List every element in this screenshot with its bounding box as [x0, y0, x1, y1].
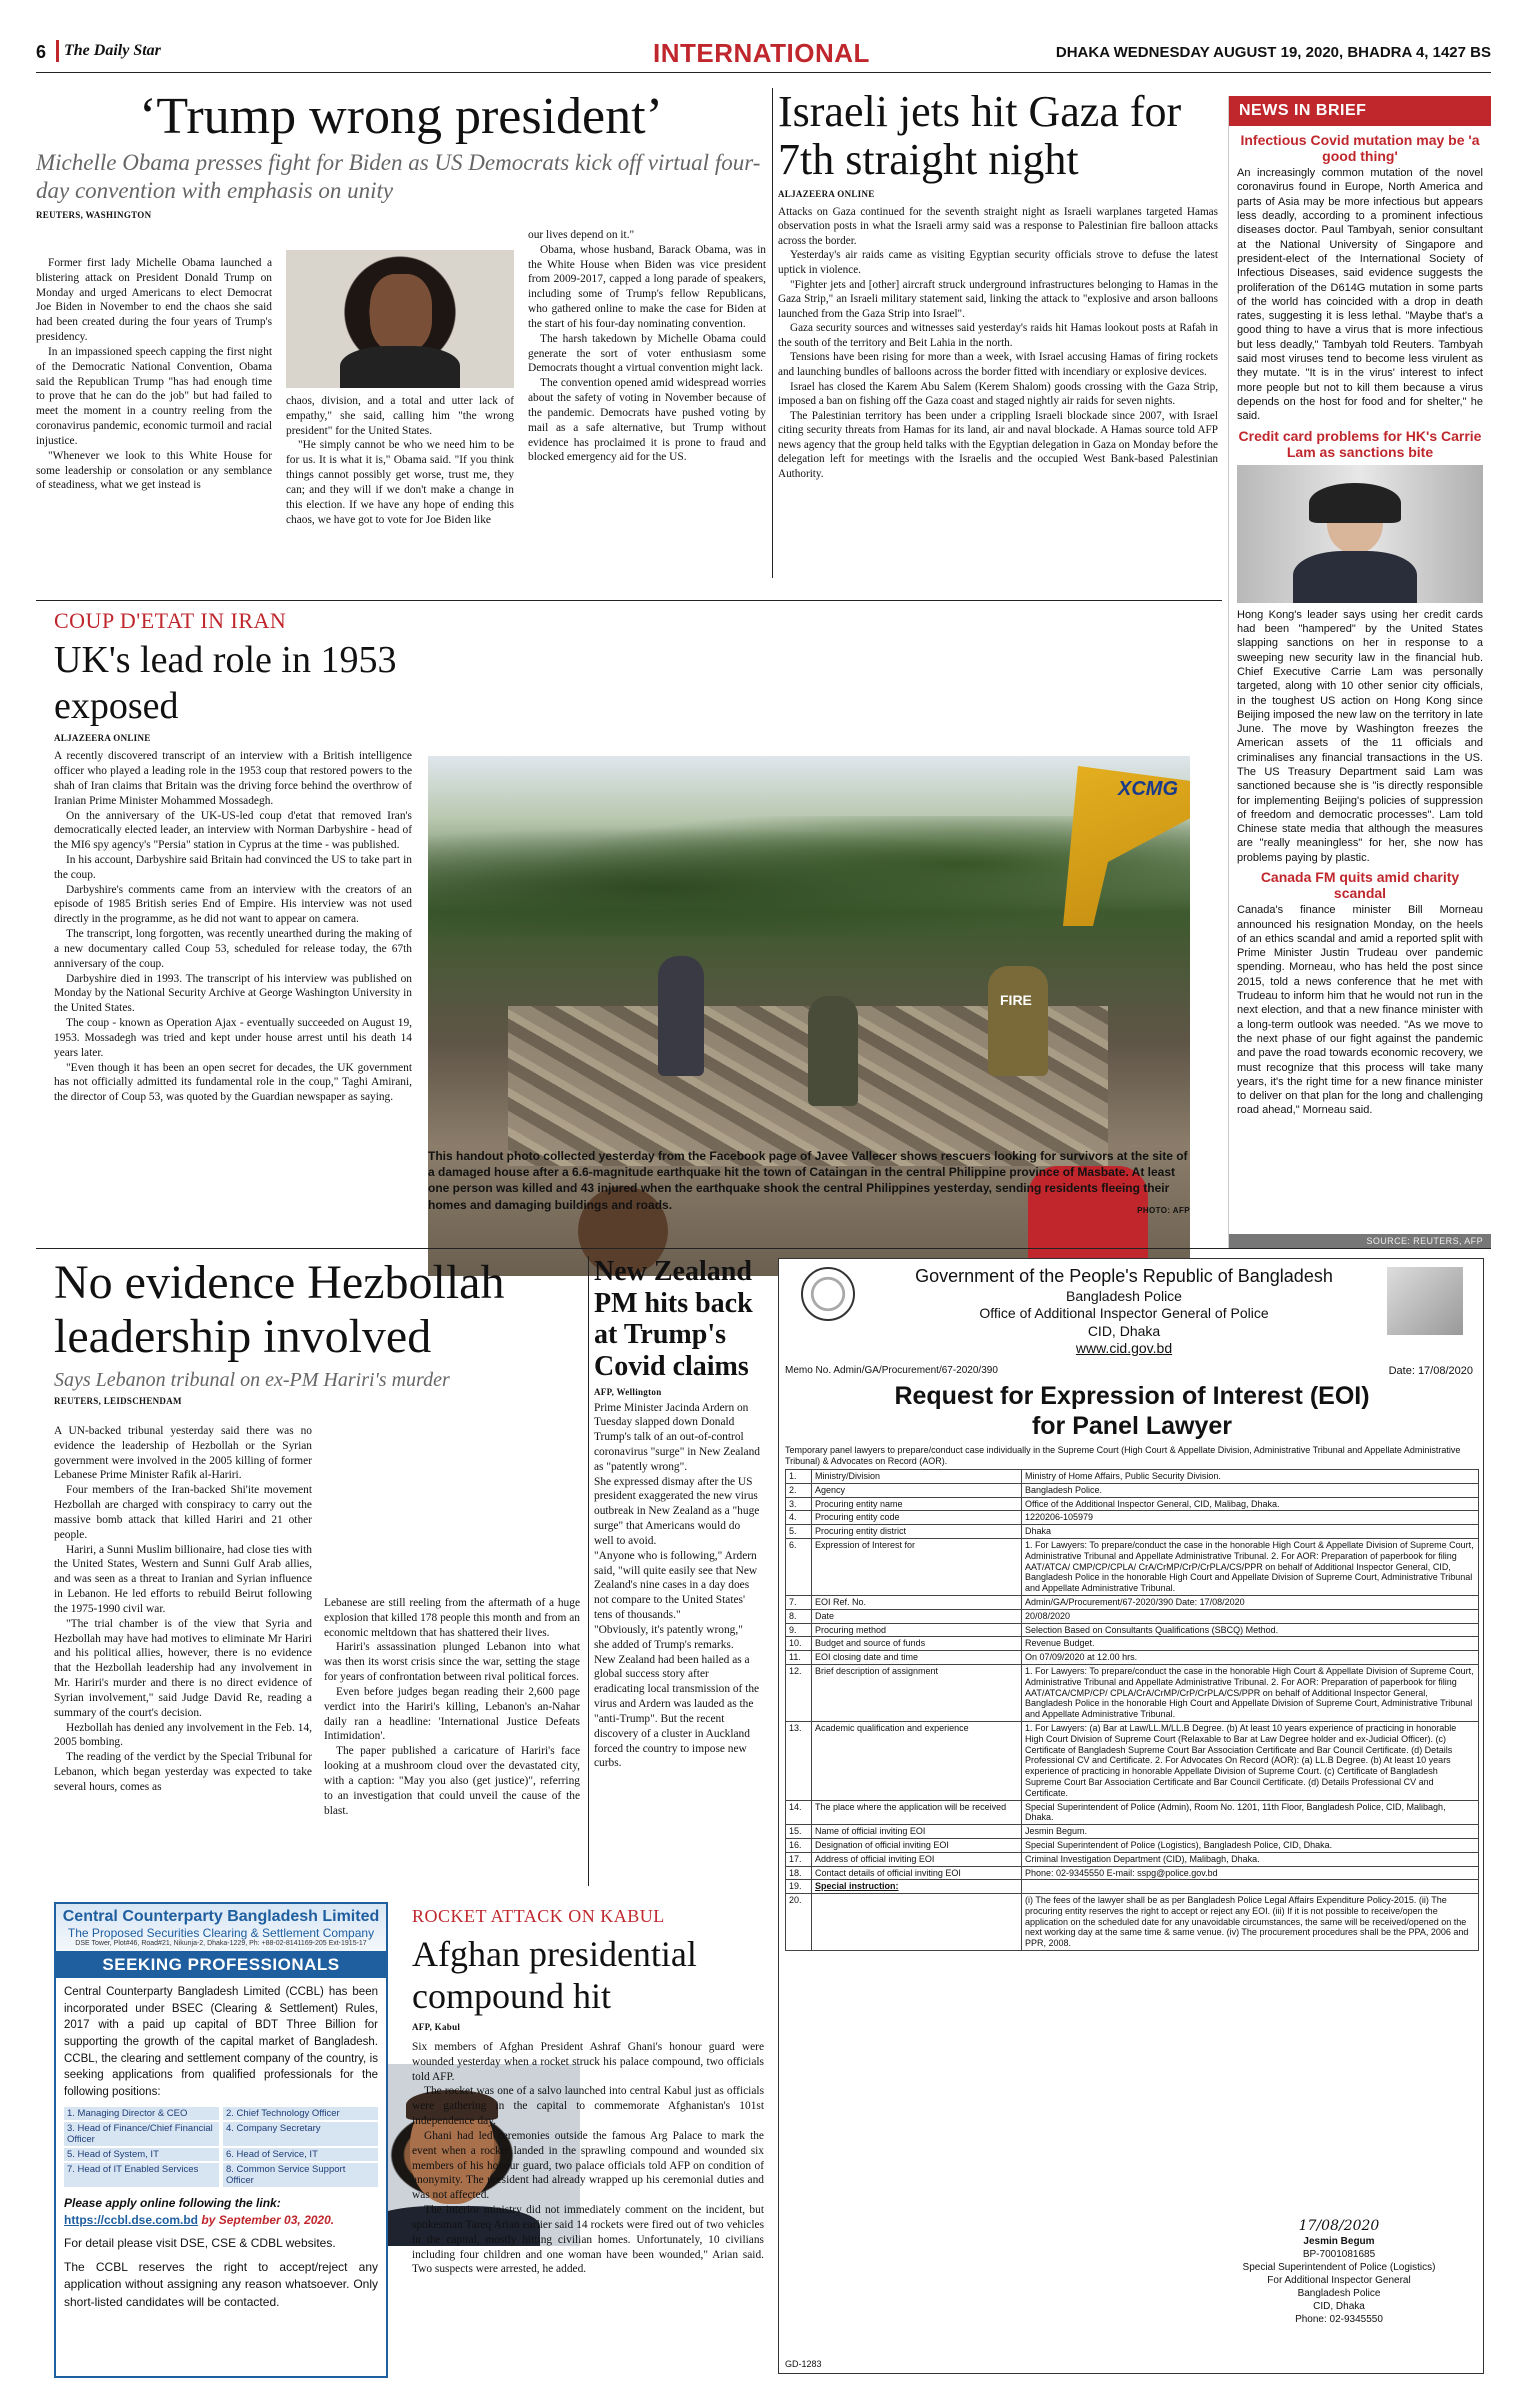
photo-caption: This handout photo collected yesterday from the Facebook page of Javee Vallecer shows rescuers looking for survivors at the site of a damaged house after a 6.6-magnitude earthquake hit the town of Cataingan in the central Philippine province of Masbate. At least one person was killed and 43 injured when the earthquake shook the central Philippines yesterday, sending residents fleeing their homes and damaging buildings and roads. — [428, 1149, 1188, 1212]
eoi-table — [785, 1469, 1479, 1951]
eoi-row — [786, 1497, 1479, 1511]
portrait-jacket — [1293, 551, 1417, 603]
col-rule — [772, 88, 773, 578]
eoi-gd: GD-1283 — [785, 2359, 822, 2369]
brief-title: NEWS IN BRIEF — [1229, 96, 1491, 126]
eoi-row-number: 18. — [786, 1866, 812, 1880]
brief-source: SOURCE: REUTERS, AFP — [1229, 1234, 1491, 1248]
brief-text-1: An increasingly common mutation of the novel coronavirus found in Europe, North America and parts of Asia may be more infectious but appears less deadly, according to a prominent infectious diseases doctor. Paul Tambyah, senior consultant at the National University of Singapore and president-elect of the International Society of Infectious Diseases, said evidence suggests the proliferation of the D614G mutation in some parts of the world has coincided with a drop in death rates, suggesting it is less lethal. "Maybe that's a good thing to have a virus that is more infectious but less deadly," Tambyah told Reuters. Tambyah said most viruses tend to become less virulent as they mutate. "It is in the virus' interest to infect more people but not to kill them because a virus depends on the host for food and for shelter," he said. — [1237, 167, 1483, 423]
eoi-row-value: Revenue Budget. — [1022, 1637, 1479, 1651]
signer-location: CID, Dhaka — [1313, 2301, 1365, 2313]
eoi-row-value: Admin/GA/Procurement/67-2020/390 Date: 17/08/2020 — [1022, 1595, 1479, 1609]
eoi-row — [786, 1838, 1479, 1852]
eoi-row-label: Academic qualification and experience — [812, 1721, 1022, 1800]
ccbl-deadline: by September 03, 2020. — [201, 2213, 335, 2228]
masthead — [36, 38, 1491, 68]
paper-logo: The Daily Star — [64, 42, 161, 59]
eoi-web: www.cid.gov.bd — [1075, 1340, 1173, 1356]
eoi-row-number: 15. — [786, 1825, 812, 1839]
eoi-row-label: Ministry/Division — [812, 1470, 1022, 1484]
eoi-row-value: Office of the Additional Inspector General, CID, Malibag, Dhaka. — [1022, 1497, 1479, 1511]
carrie-lam-photo — [1237, 465, 1483, 603]
eoi-row-value: Jesmin Begum. — [1022, 1825, 1479, 1839]
portrait-hair — [1309, 483, 1401, 523]
hezbollah-headline: No evidence Hezbollah leadership involved — [54, 1256, 505, 1363]
section-rule-2 — [36, 1248, 1491, 1249]
trump-headline: ‘Trump wrong president’ — [139, 88, 663, 145]
hezbollah-story — [54, 1256, 594, 1406]
brief-headline-1: Infectious Covid mutation may be 'a good thing' — [1240, 132, 1480, 165]
eoi-row-label: Special instruction: — [812, 1880, 1022, 1894]
hezbollah-body-col2: Lebanese are still reeling from the aftermath of a huge explosion that killed 178 people this month and from an economic meltdown that has shattered their lives. Hariri's assassination plunged Lebanon into what was then its worst crisis since the war, setting the stage for years of confrontation between rival political forces. Even before judges began reading their 2,600 page verdict into the Hariri's killing, Lebanon's an-Nahar daily ran a headline: 'International Justice Defeats Intimidation'. The paper published a caricature of Hariri's face looking at a mushroom cloud over the devastated city, with a caption: "May you also (get justice)", referring to an investigation that could unveil the cause of the blast. — [324, 1597, 580, 1817]
ccbl-intro: Central Counterparty Bangladesh Limited (CCBL) has been incorporated under BSEC (Clearing & Settlement) Rules, 2017 with a paid up capital of BDT Three Billion for supporting the growth of the capital market of Bangladesh. CCBL, the clearing and settlement company of the country, is seeking applications from qualified professionals for the following positions: — [64, 1986, 378, 2099]
iran-body: A recently discovered transcript of an interview with a British intelligence officer who played a leading role in the 1953 coup that restored powers to the shah of Iran claims that Britain was the driving force behind the overthrow of Iranian Prime Minister Mohammed Mossadegh. On the anniversary of the UK-US-led coup d'etat that removed Iran's democratically elected leader, an interview with Norman Darbyshire - head of the MI6 spy agency's "Persia" station in Cyprus at the time - was published. In his account, Darbyshire said Britain had convinced the US to take part in the coup. Darbyshire's comments came from an interview with the creators of an episode of 1985 British series End of Empire. His interview was not used directly in the programme, as he did not want to appear on camera. The transcript, long forgotten, was recently unearthed during the making of a new documentary called Coup 53, scheduled for release today, the 67th anniversary of the coup. Darbyshire died in 1993. The transcript of his interview was published on Monday by the National Security Archive at George Washington University in the United States. The coup - known as Operation Ajax - eventually succeeded on August 19, 1953. Mossadegh was tried and kept under house arrest until his death 14 years later. "Even though it has been an open secret for decades, the UK government has not officially admitted its fundamental role in the coup," Taghi Amirani, the director of Coup 53, was quoted by the Guardian newspaper as saying. — [54, 750, 412, 1104]
kabul-story — [412, 1906, 764, 2380]
gaza-body: Attacks on Gaza continued for the seventh straight night as Israeli warplanes targeted Hamas observation posts in what the Israeli army said was a response to Palestinian fire balloon attacks across the border. Yesterday's air raids came as visiting Egyptian security officials strove to defuse the latest uptick in violence. "Fighter jets and [other] aircraft struck underground infrastructures belonging to Hamas in the Gaza Strip," an Israeli military statement said, linking the attack to "explosive and arson balloons launched from the Gaza Strip into Israel". Gaza security sources and witnesses said yesterday's raids hit Hamas lookout posts at Rafah in the south of the territory and Beit Lahia in the north. Tensions have been rising for more than a week, with Israel accusing Hamas of firing rockets and launching bundles of balloons across the border fitted with incendiary or explosive devices. Israel has closed the Karem Abu Salem (Kerem Shalom) goods crossing with the Gaza Strip, imposed a ban on fishing off the Gaza coast and staged nightly air raids for seven nights. The Palestinian territory has been under a crippling Israeli blockade since 2007, with Israel citing security threats from Hamas for its land, air and naval blockade. A Hamas source told AFP news agency that the group held talks with the Egyptian delegation in Gaza on Monday before the delegation left for meetings with the Israelis and the occupied West Bank-based Palestinian Authority. — [778, 205, 1218, 480]
eoi-row-label: EOI closing date and time — [812, 1651, 1022, 1665]
ccbl-reserve: The CCBL reserves the right to accept/reject any application without assigning any reason whatsoever. Only short-listed candidates will be contacted. — [64, 2259, 378, 2309]
signer-phone: Phone: 02-9345550 — [1295, 2314, 1383, 2326]
brief-headline-2: Credit card problems for HK's Carrie Lam as sanctions bite — [1238, 427, 1482, 460]
page-divider — [56, 40, 59, 62]
nz-byline: AFP, Wellington — [594, 1386, 662, 1397]
eoi-row-value: 1. For Lawyers: To prepare/conduct the case in the honorable High Court & Appellate Division of Supreme Court, Administrative Tribunal and Appellate Administrative Tribunal. 2. For AOR: Preparation of paperbook for filing AAT/ATCA/CMP/CP/ CPLA/CrA/CrMP/CrP/CrPLA/CS/PPR on behalf of Additional Inspector General, Bangladesh Police in the honorable High Court and Appellate Division of Supreme Court, Administrative Tribunal and Appellate Administrative Tribunal. — [1022, 1664, 1479, 1721]
eoi-row-number: 7. — [786, 1595, 812, 1609]
eoi-gov: Government of the People's Republic of Bangladesh — [915, 1266, 1333, 1286]
eoi-row-number: 9. — [786, 1623, 812, 1637]
eoi-row-number: 6. — [786, 1538, 812, 1595]
eoi-row-value: 1. For Lawyers: (a) Bar at Law/LL.M/LL.B Degree. (b) At least 10 years experience of practicing in honorable High Court Division of Supreme Court (Relaxable to Bar at Law Degree holder and ex-Judicial Officer). (c) Certificate of Bangladesh Supreme Court Bar Association Certificate and Bar Council Certificate. (d) Details Professional CV and Certificate. 2. For Advocates On Record (AOR): (a) LL.B Degree. (b) At least 10 years experience of practicing in honorable Appellate Division of Supreme Court. (c) Certificate of Bangladesh Supreme Court Bar Association Certificate and Bar Council Certificate. (d) Details Professional CV and Certificate. — [1022, 1721, 1479, 1800]
trump-body-col3: our lives depend on it." Obama, whose husband, Barack Obama, was in the White House when Biden was vice president from 2009-2017, capped a long parade of speakers, including some of Trump's fellow Republicans, who gathered online to make the case for Biden at the start of his four-day nominating convention. The harsh takedown by Michelle Obama could generate the sort of voter enthusiasm some Democrats thought a virtual convention might lack. The convention opened amid widespread worries about the safety of voting in November because of the pandemic. Democrats have pushed voting by mail as a safe alternative, but Trump without evidence has proclaimed it is prone to fraud and blocked emergency aid for the US. — [528, 229, 766, 464]
eoi-row-number: 19. — [786, 1880, 812, 1894]
iran-kicker: COUP D'ETAT IN IRAN — [54, 608, 287, 633]
signer-name: Jesmin Begum — [1303, 2236, 1375, 2248]
eoi-row-label: The place where the application will be received — [812, 1800, 1022, 1825]
hezbollah-body-col1: A UN-backed tribunal yesterday said there was no evidence the leadership of Hezbollah or the Syrian government were involved in the 2005 killing of former Lebanese Prime Minister Rafik al-Hariri. Four members of the Iran-backed Shi'ite movement Hezbollah are charged with conspiracy to carry out the massive bomb attack that killed Hariri and 21 other people. Hariri, a Sunni Muslim billionaire, had close ties with the United States, Western and Sunni Gulf Arab allies, and was seen as a threat to Iranian and Syrian influence in Lebanon. He led efforts to rebuild Beirut following the 1975-1990 civil war. "The trial chamber is of the view that Syria and Hezbollah may have had motives to eliminate Mr Hariri and his political allies, however, there is no evidence that the Hezbollah leadership had any involvement in Mr. Hariri's murder and there is no direct evidence of Syrian involvement," said Judge David Re, reading a summary of the court's decision. Hezbollah has denied any involvement in the Feb. 14, 2005 bombing. The reading of the verdict by the Special Tribunal for Lebanon, which began yesterday was expected to take several hours, comes as — [54, 1425, 312, 1793]
signature: 17/08/2020 — [1298, 2218, 1380, 2234]
ccbl-link[interactable]: https://ccbl.dse.com.bd — [64, 2213, 199, 2228]
eoi-row-label: Address of official inviting EOI — [812, 1852, 1022, 1866]
nz-story — [594, 1256, 760, 1871]
eoi-row-label: Date — [812, 1609, 1022, 1623]
section-title: INTERNATIONAL — [653, 38, 870, 68]
ccbl-header — [56, 1904, 386, 1952]
position-item: 8. Common Service Support Officer — [223, 2163, 378, 2187]
eoi-row-value: 20/08/2020 — [1022, 1609, 1479, 1623]
eoi-row — [786, 1880, 1479, 1894]
eoi-row-label: Procuring method — [812, 1623, 1022, 1637]
eoi-row-label: Procuring entity name — [812, 1497, 1022, 1511]
photo-credit: PHOTO: AFP — [1137, 1206, 1190, 1215]
eoi-row-number: 8. — [786, 1609, 812, 1623]
trump-body-col2: chaos, division, and a total and utter lack of empathy," she said, calling him "the wrong president" for the United States. "He simply cannot be who we need him to be for us. It is what it is," Obama said. "If you think things cannot possibly get worse, trust me, they can; and they will if we don't make a change in this election. If we have any hope of ending this chaos, we have got to vote for Joe Biden like — [286, 395, 514, 526]
eoi-row-label: Name of official inviting EOI — [812, 1825, 1022, 1839]
kabul-body: Six members of Afghan President Ashraf Ghani's honour guard were wounded yesterday when a rocket struck his palace compound, two officials told AFP. The rocket was one of a salvo launched into central Kabul just as officials were gathering in the capital to commemorate Afghanistan's 101st independence day. Ghani had led ceremonies outside the famous Arg Palace to mark the event when a rocket landed in the sprawling compound and wounded six members of his honour guard, two palace officials told AFP on condition of anonymity. The president had already wrapped up his ceremonial duties and was not affected. The interior ministry did not immediately comment on the incident, but spokesman Tareq Arian earlier said 14 rockets were fired out of two vehicles in the capital, mostly hitting civilian homes. Unfortunately, 10 civilians including four children and one woman have been wounded," Arian said. Two suspects were arrested, he added. — [412, 2040, 764, 2276]
col-rule-2 — [588, 1256, 589, 1886]
signer-on-behalf: For Additional Inspector General — [1267, 2275, 1411, 2287]
signer-org: Bangladesh Police — [1297, 2288, 1381, 2300]
eoi-row-value: Dhaka — [1022, 1525, 1479, 1539]
signer-title: Special Superintendent of Police (Logistics) — [1242, 2262, 1436, 2274]
kabul-byline: AFP, Kabul — [412, 2021, 461, 2032]
position-item: 2. Chief Technology Officer — [223, 2107, 378, 2120]
eoi-row-number: 1. — [786, 1470, 812, 1484]
iran-byline: ALJAZEERA ONLINE — [54, 733, 151, 744]
rescuer-2 — [808, 996, 858, 1106]
eoi-row — [786, 1595, 1479, 1609]
trump-story — [36, 88, 766, 220]
trump-body-col1: Former first lady Michelle Obama launched a blistering attack on President Donald Trump on Monday and urged Americans to elect Democrat Joe Biden in November to end the chaos she said had been created during the four years of Trump's presidency. In an impassioned speech capping the first night of the Democratic National Convention, Obama said the Republican Trump "has had enough time to prove that he can do the job" but had failed to meet the moment in a country reeling from the coronavirus pandemic, economic turmoil and racial injustice. "Whenever we look to this White House for some leadership or consolation or any semblance of steadiness, what we get instead is — [36, 257, 272, 492]
eoi-row-label: Procuring entity district — [812, 1525, 1022, 1539]
ccbl-apply: Please apply online following the link: — [64, 2195, 281, 2210]
eoi-row-value: Selection Based on Consultants Qualifications (SBCQ) Method. — [1022, 1623, 1479, 1637]
dateline: DHAKA WEDNESDAY AUGUST 19, 2020, BHADRA 4, 1427 BS — [1055, 44, 1491, 61]
position-item: 1. Managing Director & CEO — [64, 2107, 219, 2120]
eoi-row-value: Criminal Investigation Department (CID), Malibagh, Dhaka. — [1022, 1852, 1479, 1866]
eoi-row-label: Budget and source of funds — [812, 1637, 1022, 1651]
eoi-row — [786, 1894, 1479, 1951]
eoi-row-number: 11. — [786, 1651, 812, 1665]
gaza-headline: Israeli jets hit Gaza for 7th straight night — [778, 87, 1182, 185]
eoi-row-value: Special Superintendent of Police (Logistics), Bangladesh Police, CID, Dhaka. — [1022, 1838, 1479, 1852]
position-item: 7. Head of IT Enabled Services — [64, 2163, 219, 2187]
ccbl-advertisement — [54, 1902, 388, 2378]
eoi-date: Date: 17/08/2020 — [1388, 1365, 1473, 1377]
eoi-row — [786, 1483, 1479, 1497]
nz-body: Prime Minister Jacinda Ardern on Tuesday slapped down Donald Trump's talk of an out-of-control coronavirus "surge" in New Zealand as "patently wrong". She expressed dismay after the US president exaggerated the new virus outbreak in New Zealand as a "huge surge" that Americans would do well to avoid. "Anyone who is following," Ardern said, "will quite easily see that New Zealand's nine cases in a day does not compare to the United States' tens of thousands." "Obviously, it's patently wrong," she added of Trump's remarks. New Zealand had been hailed as a global success story after eradicating local transmission of the virus and Ardern was lauded as the "anti-Trump". But the recent discovery of a cluster in Auckland forced the country to impose new curbs. — [594, 1401, 760, 1770]
eoi-table-wrap — [785, 1469, 1479, 1951]
eoi-row-value: Bangladesh Police. — [1022, 1483, 1479, 1497]
kabul-headline: Afghan presidential compound hit — [412, 1934, 697, 2017]
eoi-row-number: 20. — [786, 1894, 812, 1951]
eoi-row-number: 14. — [786, 1800, 812, 1825]
position-item: 3. Head of Finance/Chief Financial Officer — [64, 2122, 219, 2146]
eoi-row-number: 3. — [786, 1497, 812, 1511]
eoi-row-label: EOI Ref. No. — [812, 1595, 1022, 1609]
eoi-row-value: 1220206-105979 — [1022, 1511, 1479, 1525]
eoi-row-value: 1. For Lawyers: To prepare/conduct the case in the honorable High Court & Appellate Division of Supreme Court, Administrative Tribunal and Appellate Administrative Tribunal. 2. For AOR: Preparation of paperbook for filing AAT/ATCA/ CMP/CP/CPLA/ CrA/CrMP/CrP/CrPLA/CS/PPR on behalf of Additional Inspector General, CID, Bangladesh Police in the honorable High Court and Appellate Division of Supreme Court, Administrative Tribunal and Appellate Administrative Tribunal. — [1022, 1538, 1479, 1595]
page-number: 6 — [36, 42, 47, 62]
eoi-row — [786, 1866, 1479, 1880]
rescuer-3 — [658, 956, 704, 1076]
eoi-row-label: Designation of official inviting EOI — [812, 1838, 1022, 1852]
brief-text-3: Canada's finance minister Bill Morneau announced his resignation Monday, on the heels of an ethics scandal and amid a reported split with Prime Minister Justin Trudeau over pandemic spending. Morneau, who has held the post since 2015, told a news conference that he met with Trudeau to inform him that he would not run in the next election, and that a new finance minister with a long-term outlook was needed. "As we move to the next phase of our fight against the pandemic and pave the road towards economic recovery, we must recognize that this process will take many years, it's the right time for a new finance minister to deliver on that plan for the long and challenging road ahead," Morneau said. — [1237, 904, 1483, 1117]
ccbl-name: Central Counterparty Bangladesh Limited — [62, 1908, 380, 1925]
eoi-row-number: 17. — [786, 1852, 812, 1866]
eoi-signature-block — [1229, 2217, 1449, 2326]
crane-logo: XCMG — [1118, 778, 1178, 800]
eoi-row — [786, 1664, 1479, 1721]
signer-bp: BP-7001081685 — [1302, 2249, 1376, 2261]
eoi-row — [786, 1825, 1479, 1839]
eoi-row-number: 13. — [786, 1721, 812, 1800]
eoi-row-number: 12. — [786, 1664, 812, 1721]
eoi-intro: Temporary panel lawyers to prepare/conduct case individually in the Supreme Court (High Court & Appellate Division, Administrative Tribunal and Appellate Administrative Tribunal) & Advocates on Record (AOR). — [785, 1445, 1461, 1466]
gaza-byline: ALJAZEERA ONLINE — [778, 188, 875, 199]
position-item: 4. Company Secretary — [223, 2122, 378, 2146]
eoi-row-number: 4. — [786, 1511, 812, 1525]
news-in-brief — [1228, 96, 1491, 1248]
eoi-row-value: On 07/09/2020 at 12.00 hrs. — [1022, 1651, 1479, 1665]
eoi-office: Office of Additional Inspector General of Police — [979, 1305, 1269, 1321]
eoi-dept: Bangladesh Police — [1066, 1287, 1182, 1304]
nz-headline: New Zealand PM hits back at Trump's Covid claims — [594, 1256, 753, 1382]
portrait-shoulders — [340, 346, 460, 388]
trump-deck: Michelle Obama presses fight for Biden as US Democrats kick off virtual four-day convention with emphasis on unity — [36, 150, 761, 203]
eoi-row — [786, 1538, 1479, 1595]
eoi-row-value: Special Superintendent of Police (Admin), Room No. 1201, 11th Floor, Bangladesh Police, CID, Malibagh, Dhaka. — [1022, 1800, 1479, 1825]
brief-headline-3: Canada FM quits amid charity scandal — [1260, 869, 1460, 902]
eoi-row-label: Expression of Interest for — [812, 1538, 1022, 1595]
eoi-row — [786, 1721, 1479, 1800]
eoi-row-number: 5. — [786, 1525, 812, 1539]
eoi-title: Request for Expression of Interest (EOI) for Panel Lawyer — [894, 1382, 1370, 1440]
eoi-row — [786, 1511, 1479, 1525]
eoi-row — [786, 1651, 1479, 1665]
portrait-face — [370, 274, 432, 352]
masthead-rule — [36, 72, 1491, 73]
eoi-row-label: Brief description of assignment — [812, 1664, 1022, 1721]
eoi-row-value: Phone: 02-9345550 E-mail: sspg@police.gov.bd — [1022, 1866, 1479, 1880]
fire-vest-label: FIRE — [1000, 992, 1032, 1008]
eoi-row-number: 2. — [786, 1483, 812, 1497]
michelle-obama-photo — [286, 250, 514, 388]
eoi-header — [859, 1265, 1389, 1358]
position-item: 6. Head of Service, IT — [223, 2148, 378, 2161]
rescuer-1 — [988, 966, 1048, 1076]
eoi-row-value: (i) The fees of the lawyer shall be as per Bangladesh Police Legal Affairs Expenditure Policy-2015. (ii) The procuring entity reserves the right to accept or reject any EOI. (iii) If it is not possible to receive/open the application on the scheduled date for any unavoidable circumstances, the same will be received/opened on the next working day at the same time & same venue. (iv) The procurement procedures shall be the PPA, 2006 and PPR, 2008. — [1022, 1894, 1479, 1951]
ccbl-positions — [56, 2107, 386, 2187]
eoi-row-label: Agency — [812, 1483, 1022, 1497]
ccbl-address: DSE Tower, Plot#46, Road#21, Nikunja-2, Dhaka-1229, Ph: +88-02-8141169-205 Ext-1915-17 — [75, 1940, 367, 1947]
eoi-row-label: Contact details of official inviting EOI — [812, 1866, 1022, 1880]
section-rule — [36, 600, 1222, 601]
eoi-row-number: 10. — [786, 1637, 812, 1651]
eoi-row — [786, 1609, 1479, 1623]
hezbollah-deck: Says Lebanon tribunal on ex-PM Hariri's murder — [54, 1368, 450, 1391]
eoi-row-label: Procuring entity code — [812, 1511, 1022, 1525]
ccbl-detail: For detail please visit DSE, CSE & CDBL websites. — [64, 2236, 336, 2251]
eoi-row — [786, 1470, 1479, 1484]
gaza-story — [778, 88, 1218, 565]
eoi-row — [786, 1852, 1479, 1866]
eoi-row-label — [812, 1894, 1022, 1951]
iran-story — [54, 608, 412, 1219]
police-emblem — [801, 1267, 855, 1321]
eoi-row-value: Ministry of Home Affairs, Public Security Division. — [1022, 1470, 1479, 1484]
eoi-memo: Memo No. Admin/GA/Procurement/67-2020/390 — [785, 1365, 998, 1376]
eoi-advertisement — [778, 1258, 1484, 2374]
ccbl-seeking: SEEKING PROFESSIONALS — [56, 1952, 386, 1978]
eoi-row — [786, 1623, 1479, 1637]
eoi-cid: CID, Dhaka — [1087, 1322, 1161, 1339]
hezbollah-byline: REUTERS, LEIDSCHENDAM — [54, 1395, 182, 1406]
eoi-row — [786, 1525, 1479, 1539]
iran-headline: UK's lead role in 1953 exposed — [54, 639, 397, 727]
eoi-row-number: 16. — [786, 1838, 812, 1852]
mujib-logo — [1387, 1267, 1463, 1335]
eoi-row-value — [1022, 1880, 1479, 1894]
position-item: 5. Head of System, IT — [64, 2148, 219, 2161]
eoi-row — [786, 1637, 1479, 1651]
kabul-kicker: ROCKET ATTACK ON KABUL — [412, 1906, 665, 1926]
ccbl-sub: The Proposed Securities Clearing & Settlement Company — [67, 1926, 375, 1940]
ccbl-apply-block — [56, 2187, 386, 2311]
eoi-row — [786, 1800, 1479, 1825]
brief-text-2: Hong Kong's leader says using her credit cards had been "hampered" by the United States slapping sanctions on her in response to a sweeping new security law in the financial hub. Chief Executive Carrie Lam was personally targeted, along with 10 other senior city officials, in the toughest US action on Hong Kong since Beijing imposed the new law on the territory in late June. The move by Washington freezes the American assets of the 11 officials and criminalises any financial transactions in the US. The US Treasury Department said Lam was sanctioned because she is "is directly responsible for implementing Beijing's policies of suppression of freedom and democratic processes". Lam told Chinese state media that although the measures are "really meaningless" for her, she now has problems paying by plastic. — [1237, 608, 1483, 864]
trump-byline: REUTERS, WASHINGTON — [36, 210, 152, 221]
